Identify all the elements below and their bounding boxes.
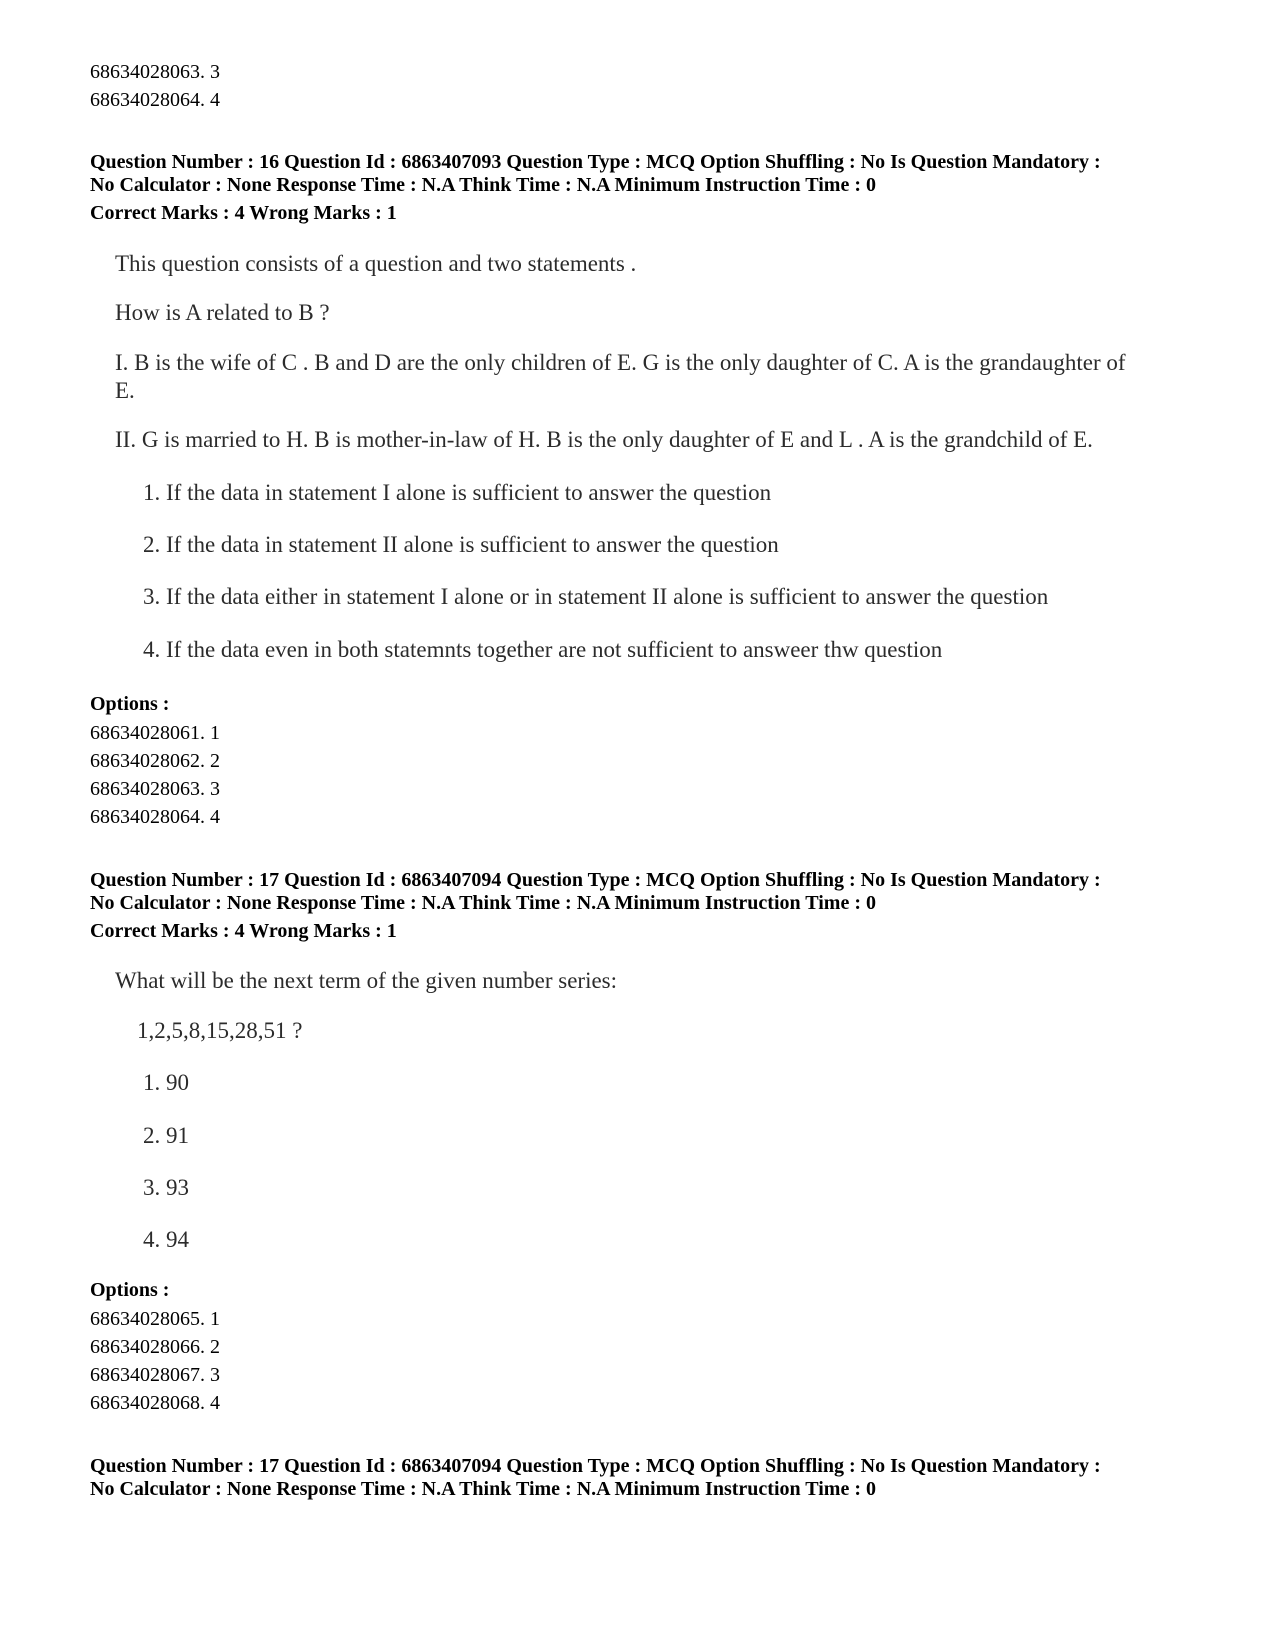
q16-statement-1: I. B is the wife of C . B and D are the only children of E. G is the only daughter of C. A is the grandaughter of <box>115 350 1126 375</box>
q17-question: What will be the next term of the given number series: <box>115 968 618 993</box>
q17-choice-1: 1. 90 <box>143 1070 189 1095</box>
q16-choice-4: 4. If the data even in both statemnts together are not sufficient to answeer thw question <box>143 637 943 662</box>
q17-meta-line1: Question Number : 17 Question Id : 6863407094 Question Type : MCQ Option Shuffling : No Is Question Mandatory : <box>90 869 1101 891</box>
q17b-meta-line1: Question Number : 17 Question Id : 6863407094 Question Type : MCQ Option Shuffling : No Is Question Mandatory : <box>90 1455 1101 1477</box>
q17-choice-2: 2. 91 <box>143 1123 189 1148</box>
q16-option-4: 68634028064. 4 <box>90 806 220 828</box>
q16-option-2: 68634028062. 2 <box>90 750 220 772</box>
q17-option-4: 68634028068. 4 <box>90 1392 220 1414</box>
q17-choice-3: 3. 93 <box>143 1175 189 1200</box>
q16-statement-1-cont: E. <box>115 378 135 403</box>
q17-meta-line2: No Calculator : None Response Time : N.A Think Time : N.A Minimum Instruction Time : 0 <box>90 892 876 914</box>
q16-options-label: Options : <box>90 693 170 715</box>
q17-choice-4: 4. 94 <box>143 1227 189 1252</box>
q17-marks: Correct Marks : 4 Wrong Marks : 1 <box>90 920 397 942</box>
prev-option-4: 68634028064. 4 <box>90 89 220 111</box>
q16-meta-line1: Question Number : 16 Question Id : 6863407093 Question Type : MCQ Option Shuffling : No Is Question Mandatory : <box>90 151 1101 173</box>
q17-option-3: 68634028067. 3 <box>90 1364 220 1386</box>
q17b-meta-line2: No Calculator : None Response Time : N.A Think Time : N.A Minimum Instruction Time : 0 <box>90 1478 876 1500</box>
q17-options-label: Options : <box>90 1279 170 1301</box>
q16-choice-3: 3. If the data either in statement I alone or in statement II alone is sufficient to answer the question <box>143 584 1049 609</box>
q16-meta-line2: No Calculator : None Response Time : N.A Think Time : N.A Minimum Instruction Time : 0 <box>90 174 876 196</box>
q16-option-3: 68634028063. 3 <box>90 778 220 800</box>
q16-question: How is A related to B ? <box>115 300 330 325</box>
prev-option-3: 68634028063. 3 <box>90 61 220 83</box>
q16-choice-1: 1. If the data in statement I alone is sufficient to answer the question <box>143 480 772 505</box>
q17-option-1: 68634028065. 1 <box>90 1308 220 1330</box>
q17-series: 1,2,5,8,15,28,51 ? <box>137 1018 303 1043</box>
q17-option-2: 68634028066. 2 <box>90 1336 220 1358</box>
q16-option-1: 68634028061. 1 <box>90 722 220 744</box>
q16-choice-2: 2. If the data in statement II alone is sufficient to answer the question <box>143 532 779 557</box>
q16-statement-2: II. G is married to H. B is mother-in-law of H. B is the only daughter of E and L . A is the grandchild of E. <box>115 427 1093 452</box>
q16-intro: This question consists of a question and two statements . <box>115 251 637 276</box>
q16-marks: Correct Marks : 4 Wrong Marks : 1 <box>90 202 397 224</box>
